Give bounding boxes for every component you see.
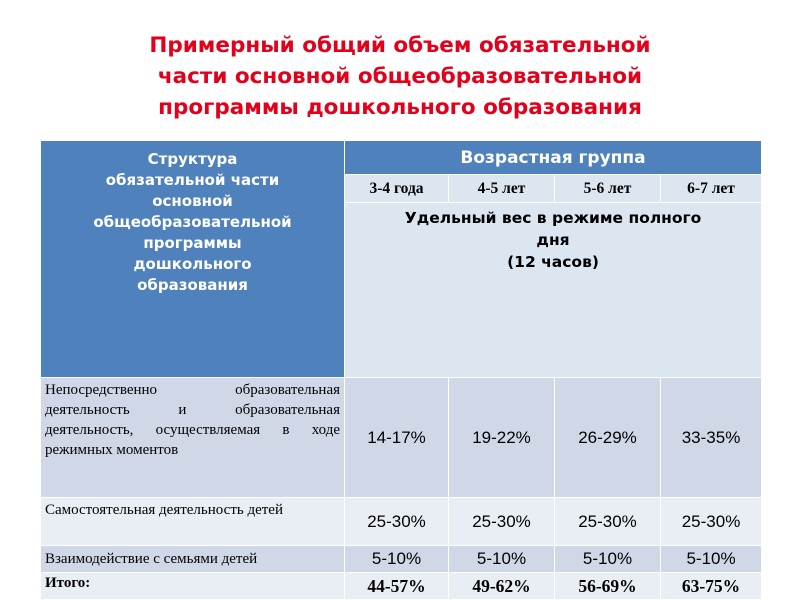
table-row bbox=[41, 498, 762, 546]
structure-header: Структура обязательной части основной общеобразовательной программы дошкольного образования bbox=[41, 141, 345, 378]
age-header: 3-4 года bbox=[345, 175, 449, 203]
cell-value: 5-10% bbox=[449, 546, 555, 573]
total-value: 63-75% bbox=[661, 573, 762, 600]
cell-value: 25-30% bbox=[555, 498, 661, 546]
row-label: Самостоятельная деятельность детей bbox=[41, 498, 345, 546]
cell-value: 14-17% bbox=[345, 378, 449, 498]
cell-value: 26-29% bbox=[555, 378, 661, 498]
page-title: Примерный общий объем обязательной части основной общеобразовательной программы дошкольного образования bbox=[149, 33, 651, 120]
cell-value: 25-30% bbox=[345, 498, 449, 546]
weight-header: Удельный вес в режиме полного дня (12 часов) bbox=[345, 203, 762, 378]
row-label: Непосредственно образовательная деятельность и образовательная деятельность, осуществляемая в ходе режимных моментов bbox=[41, 378, 345, 498]
table-row bbox=[41, 378, 762, 498]
data-table bbox=[40, 140, 762, 600]
cell-value: 33-35% bbox=[661, 378, 762, 498]
cell-value: 5-10% bbox=[345, 546, 449, 573]
age-header: 4-5 лет bbox=[449, 175, 555, 203]
cell-value: 5-10% bbox=[555, 546, 661, 573]
age-header: 6-7 лет bbox=[661, 175, 762, 203]
total-label: Итого: bbox=[41, 573, 345, 600]
total-value: 56-69% bbox=[555, 573, 661, 600]
cell-value: 5-10% bbox=[661, 546, 762, 573]
total-value: 49-62% bbox=[449, 573, 555, 600]
cell-value: 19-22% bbox=[449, 378, 555, 498]
cell-value: 25-30% bbox=[449, 498, 555, 546]
age-group-header: Возрастная группа bbox=[345, 141, 762, 175]
cell-value: 25-30% bbox=[661, 498, 762, 546]
row-label: Взаимодействие с семьями детей bbox=[41, 546, 345, 573]
age-header: 5-6 лет bbox=[555, 175, 661, 203]
total-row bbox=[41, 573, 762, 600]
table-row bbox=[41, 546, 762, 573]
total-value: 44-57% bbox=[345, 573, 449, 600]
